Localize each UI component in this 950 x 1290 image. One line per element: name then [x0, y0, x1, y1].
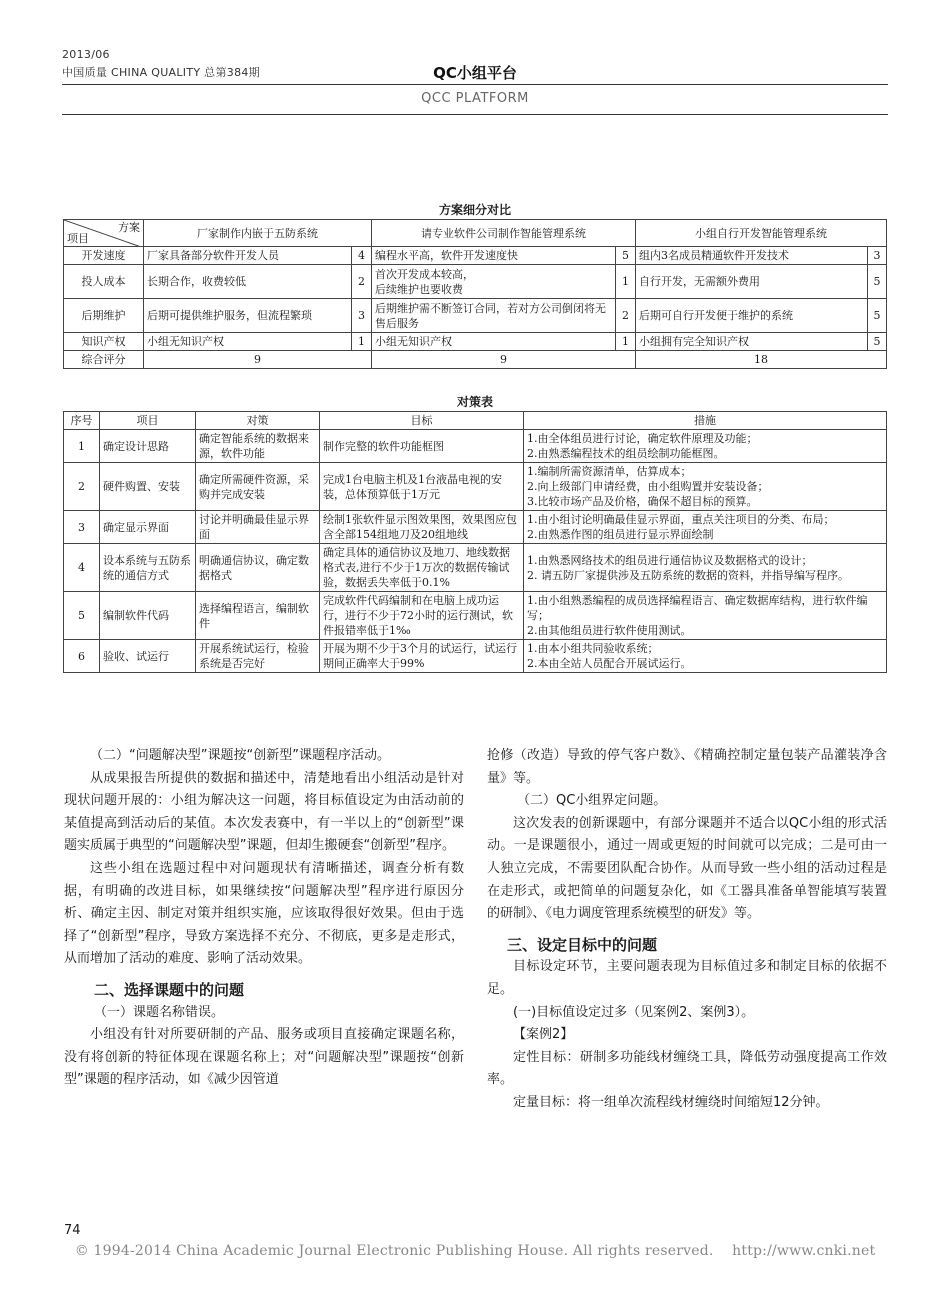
measure-cell: 确定智能系统的数据来源，软件功能: [196, 430, 320, 463]
step-line: 1.由小组讨论明确最佳显示界面，重点关注项目的分类、布局；: [527, 513, 835, 526]
target-cell: 制作完整的软件功能框图: [320, 430, 524, 463]
score-cell: 2: [352, 265, 372, 299]
section-subtitle: QCC PLATFORM: [421, 91, 529, 106]
subheading: （二）QC小组界定问题。: [517, 793, 667, 809]
target-cell: 绘制1张软件显示图效果图，效果图应包含全部154组地刀及20组地线: [320, 511, 524, 544]
measure-cell: 明确通信协议，确定数据格式: [196, 544, 320, 592]
paragraph: 目标设定环节，主要问题表现为目标值过多和制定目标的依据不足。: [487, 959, 887, 997]
section-heading: 二、选择课题中的问题: [94, 980, 245, 999]
countermeasure-table: [63, 411, 887, 673]
total-score: 18: [636, 351, 887, 369]
step-line: 2.由熟悉编程技术的组员绘制功能框图。: [527, 447, 725, 460]
subheading: （一）课题名称错误。: [94, 1004, 225, 1020]
option-cell: 首次开发成本较高， 后续维护也要收费: [372, 265, 616, 299]
scheme-comparison-table: [63, 219, 887, 369]
row-number: 4: [64, 544, 100, 592]
steps-cell: [524, 430, 887, 463]
row-label: 综合评分: [64, 351, 144, 369]
column-header: 序号: [64, 412, 100, 430]
score-cell: 3: [352, 299, 372, 333]
measure-cell: 选择编程语言，编制软件: [196, 592, 320, 640]
score-cell: 1: [352, 333, 372, 351]
row-number: 5: [64, 592, 100, 640]
total-score: 9: [144, 351, 372, 369]
section-heading: 三、设定目标中的问题: [507, 935, 658, 954]
target-cell: 开展为期不少于3个月的试运行，试运行期间正确率大于99%: [320, 640, 524, 673]
table-row: [64, 463, 887, 511]
step-line: 1.由本小组共同验收系统；: [527, 642, 659, 655]
body-left-column: [64, 745, 464, 1092]
row-label: 投人成本: [64, 265, 144, 299]
table-row: [64, 544, 887, 592]
body-right-column: [487, 745, 887, 1115]
score-cell: 5: [868, 299, 887, 333]
table-row: [64, 511, 887, 544]
step-line: 3.比较市场产品及价格，确保不超目标的预算。: [527, 495, 758, 508]
issue-date: 2013/06: [62, 48, 110, 61]
column-header: 目标: [320, 412, 524, 430]
row-number: 2: [64, 463, 100, 511]
total-row: [64, 351, 887, 369]
table-row: [64, 592, 887, 640]
steps-cell: [524, 463, 887, 511]
measure-cell: 开展系统试运行，检验系统是否完好: [196, 640, 320, 673]
row-number: 3: [64, 511, 100, 544]
score-cell: 3: [868, 247, 887, 265]
score-cell: 5: [868, 333, 887, 351]
section-title: QC小组平台: [433, 64, 517, 82]
steps-cell: [524, 592, 887, 640]
option-cell: 长期合作，收费较低: [144, 265, 352, 299]
step-line: 1.由熟悉网络技术的组员进行通信协议及数据格式的设计；: [527, 553, 813, 567]
row-label: 开发速度: [64, 247, 144, 265]
table-row: [64, 299, 887, 333]
corner-label-scheme: 方案: [118, 221, 140, 234]
step-line: 2. 请五防厂家提供涉及五防系统的数据的资料，并指导编写程序。: [527, 568, 849, 582]
table-row: [64, 333, 887, 351]
option-cell: 小组无知识产权: [144, 333, 352, 351]
table1-caption: 方案细分对比: [438, 203, 511, 217]
row-label: 知识产权: [64, 333, 144, 351]
item-cell: 硬件购置、安装: [100, 463, 196, 511]
paragraph: 小组没有针对所要研制的产品、服务或项目直接确定课题名称，没有将创新的特征体现在课题名称上；对“问题解决型”课题按“创新型”课题的程序活动，如《减少因管道: [64, 1027, 464, 1088]
step-line: 1.由全体组员进行讨论，确定软件原理及功能；: [527, 432, 758, 445]
header-rule-lower: [62, 114, 888, 115]
option-cell: 后期维护需不断签订合同，若对方公司倒闭将无售后服务: [372, 299, 616, 333]
header-rule: [62, 84, 888, 85]
option-cell: 小组无知识产权: [372, 333, 616, 351]
page-number: 74: [64, 1223, 81, 1238]
diagonal-header-cell: [64, 220, 144, 247]
paragraph: 这些小组在选题过程中对问题现状有清晰描述，调查分析有数据，有明确的改进目标，如果继续按“问题解决型”程序进行原因分析、确定主因、制定对策并组织实施，应该取得很好效果。但由于选择了“创新型”程序，导致方案选择不充分、不彻底，更多是走形式，从而增加了活动的难度、影响了活动效果。: [64, 860, 464, 967]
score-cell: 1: [616, 333, 636, 351]
row-number: 1: [64, 430, 100, 463]
option-cell: 厂家具备部分软件开发人员: [144, 247, 352, 265]
paragraph: 抢修（改造）导致的停气客户数》、《精确控制定量包装产品灌装净含量》等。: [487, 748, 887, 786]
target-cell: 完成1台电脑主机及1台液晶电视的安装，总体预算低于1万元: [320, 463, 524, 511]
paragraph: 定性目标：研制多功能线材缠绕工具，降低劳动强度提高工作效率。: [487, 1049, 887, 1088]
score-cell: 5: [868, 265, 887, 299]
score-cell: 4: [352, 247, 372, 265]
item-cell: 设本系统与五防系统的通信方式: [100, 544, 196, 592]
item-cell: 确定设计思路: [100, 430, 196, 463]
item-cell: 验收、试运行: [100, 640, 196, 673]
row-number: 6: [64, 640, 100, 673]
column-header: 对策: [196, 412, 320, 430]
step-line: 2.由熟悉作图的组员进行显示界面绘制: [527, 528, 714, 541]
option-cell: 小组拥有完全知识产权: [636, 333, 868, 351]
step-line: 1.由小组熟悉编程的成员选择编程语言、确定数据库结构，进行软件编写；: [527, 594, 868, 622]
steps-cell: [524, 640, 887, 673]
item-cell: 确定显示界面: [100, 511, 196, 544]
option-header: 小组自行开发智能管理系统: [636, 220, 887, 247]
step-line: 2.由其他组员进行软件使用测试。: [527, 624, 692, 637]
score-cell: 5: [616, 247, 636, 265]
option-cell: 编程水平高，软件开发速度快: [372, 247, 616, 265]
score-cell: 1: [616, 265, 636, 299]
steps-cell: [524, 544, 887, 592]
paragraph: 定量目标：将一组单次流程线材缠绕时间缩短12分钟。: [513, 1094, 829, 1110]
score-cell: 2: [616, 299, 636, 333]
option-cell: 自行开发，无需额外费用: [636, 265, 868, 299]
table2-caption: 对策表: [456, 395, 493, 409]
journal-name: 中国质量 CHINA QUALITY 总第384期: [62, 66, 260, 79]
option-cell: 后期可自行开发便于维护的系统: [636, 299, 868, 333]
option-cell: 组内3名成员精通软件开发技术: [636, 247, 868, 265]
option-header: 请专业软件公司制作智能管理系统: [372, 220, 636, 247]
row-label: 后期维护: [64, 299, 144, 333]
column-header: 措施: [524, 412, 887, 430]
option-header: 厂家制作内嵌于五防系统: [144, 220, 372, 247]
subheading: (一)目标值设定过多（见案例2、案例3）。: [513, 1004, 755, 1020]
target-cell: 完成软件代码编制和在电脑上成功运行，进行不少于72小时的运行测试，软件报错率低于1‰: [320, 592, 524, 640]
total-score: 9: [372, 351, 636, 369]
step-line: 2.向上级部门申请经费，由小组购置并安装设备；: [527, 480, 769, 493]
paragraph: 从成果报告所提供的数据和描述中，清楚地看出小组活动是针对现状问题开展的：小组为解决这一问题，将目标值设定为由活动前的某值提高到活动后的某值。本次发表赛中，有一半以上的“创新型”课题实质属于典型的“问题解决型”课题，但却生搬硬套“创新型”程序。: [64, 770, 464, 854]
steps-cell: [524, 511, 887, 544]
item-cell: 编制软件代码: [100, 592, 196, 640]
paragraph: 这次发表的创新课题中，有部分课题并不适合以QC小组的形式活动。一是课题很小，通过一周或更短的时间就可以完成；二是可由一人独立完成，不需要团队配合协作。从而导致一些小组的活动过程是在走形式，或把简单的问题复杂化，如《工器具准备单智能填写装置的研制》、《电力调度管理系统模型的研发》等。: [487, 815, 887, 922]
measure-cell: 确定所需硬件资源，采购并完成安装: [196, 463, 320, 511]
table-row: [64, 265, 887, 299]
table-row: [64, 430, 887, 463]
target-cell: 确定具体的通信协议及地刀、地线数据格式表,进行不少于1万次的数据传输试验，数据丢失率低于0.1%: [320, 544, 524, 592]
measure-cell: 讨论并明确最佳显示界面: [196, 511, 320, 544]
copyright-footer: © 1994-2014 China Academic Journal Electronic Publishing House. All rights reserved. http://www.cnki.net: [74, 1243, 876, 1259]
step-line: 2.本由全站人员配合开展试运行。: [527, 657, 692, 670]
option-cell: 后期可提供维护服务，但流程繁琐: [144, 299, 352, 333]
table-row: [64, 640, 887, 673]
case-label: 【案例2】: [513, 1027, 574, 1043]
column-header: 项目: [100, 412, 196, 430]
table-row: [64, 247, 887, 265]
subheading: （二）“问题解决型”课题按“创新型”课题程序活动。: [90, 748, 390, 763]
step-line: 1.编制所需资源清单，估算成本；: [527, 465, 692, 478]
corner-label-item: 项目: [67, 232, 89, 245]
